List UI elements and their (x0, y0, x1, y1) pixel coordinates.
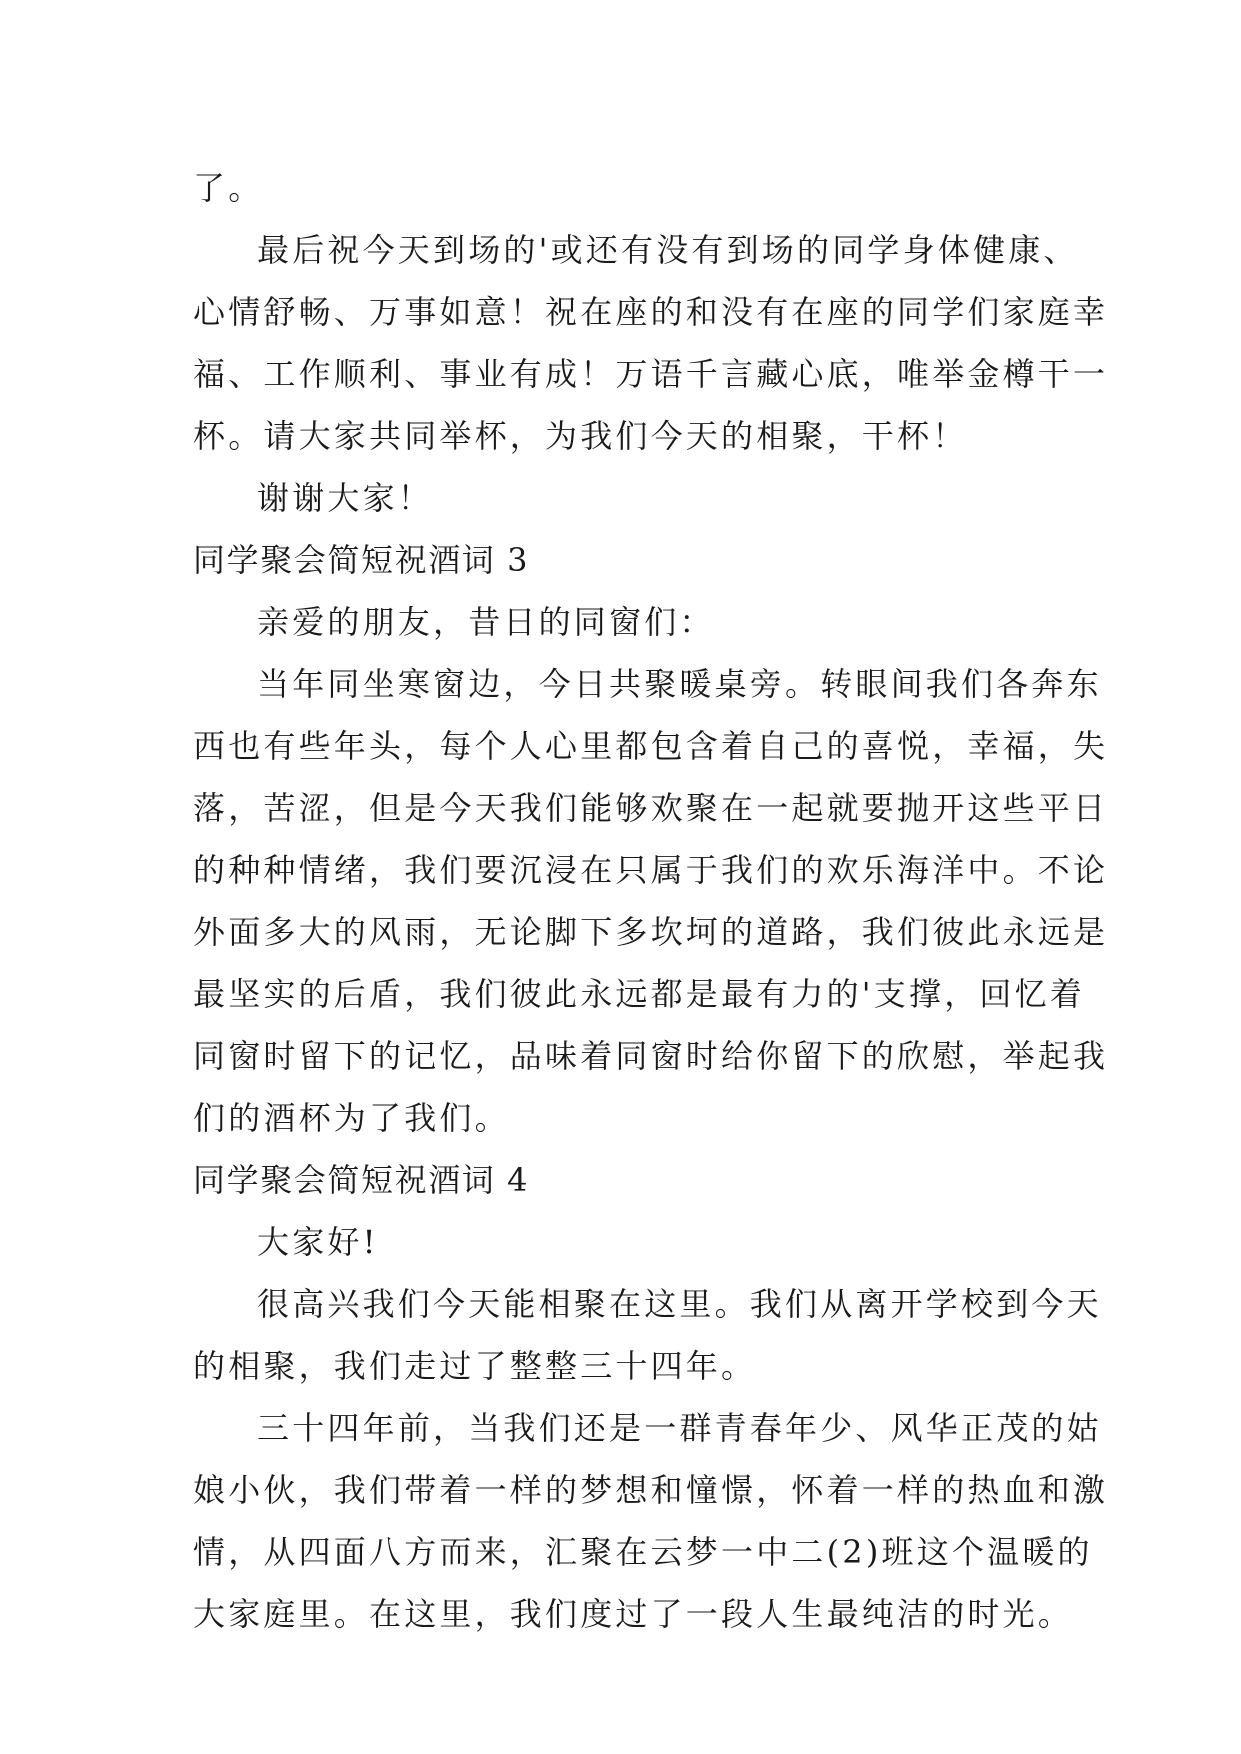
paragraph-line: 最后祝今天到场的'或还有没有到场的同学身体健康、 (257, 231, 1079, 269)
paragraph-line: 杯。请大家共同举杯，为我们今天的相聚，干杯！ (193, 417, 968, 455)
paragraph-line: 的相聚，我们走过了整整三十四年。 (193, 1347, 757, 1385)
paragraph-line: 了。 (193, 169, 264, 207)
paragraph-line: 落，苦涩，但是今天我们能够欢聚在一起就要抛开这些平日 (193, 789, 1109, 827)
paragraph-line: 情，从四面八方而来，汇聚在云梦一中二(2)班这个温暖的 (193, 1533, 1093, 1571)
paragraph-line: 心情舒畅、万事如意！祝在座的和没有在座的同学们家庭幸 (193, 293, 1109, 331)
section-heading: 同学聚会简短祝酒词 4 (193, 1161, 530, 1199)
paragraph-line: 们的酒杯为了我们。 (193, 1099, 510, 1137)
paragraph-line: 西也有些年头，每个人心里都包含着自己的喜悦，幸福，失 (193, 727, 1109, 765)
paragraph-line: 福、工作顺利、事业有成！万语千言藏心底，唯举金樽干一 (193, 355, 1109, 393)
paragraph-line: 很高兴我们今天能相聚在这里。我们从离开学校到今天 (257, 1285, 1102, 1323)
paragraph-line: 外面多大的风雨，无论脚下多坎坷的道路，我们彼此永远是 (193, 913, 1109, 951)
paragraph-line: 大家庭里。在这里，我们度过了一段人生最纯洁的时光。 (193, 1595, 1074, 1633)
paragraph-line: 同窗时留下的记忆，品味着同窗时给你留下的欣慰，举起我 (193, 1037, 1109, 1075)
paragraph-line: 大家好! (257, 1223, 379, 1261)
paragraph-line: 最坚实的后盾，我们彼此永远都是最有力的'支撑，回忆着 (193, 975, 1085, 1013)
paragraph-line: 亲爱的朋友，昔日的同窗们： (257, 603, 715, 641)
paragraph-line: 三十四年前，当我们还是一群青春年少、风华正茂的姑 (257, 1409, 1102, 1447)
paragraph-line: 的种种情绪，我们要沉浸在只属于我们的欢乐海洋中。不论 (193, 851, 1109, 889)
paragraph-line: 当年同坐寒窗边，今日共聚暖桌旁。转眼间我们各奔东 (257, 665, 1102, 703)
paragraph-line: 娘小伙，我们带着一样的梦想和憧憬，怀着一样的热血和激 (193, 1471, 1109, 1509)
section-heading: 同学聚会简短祝酒词 3 (193, 541, 530, 579)
paragraph-line: 谢谢大家！ (257, 479, 434, 517)
document-body (193, 157, 1109, 1645)
